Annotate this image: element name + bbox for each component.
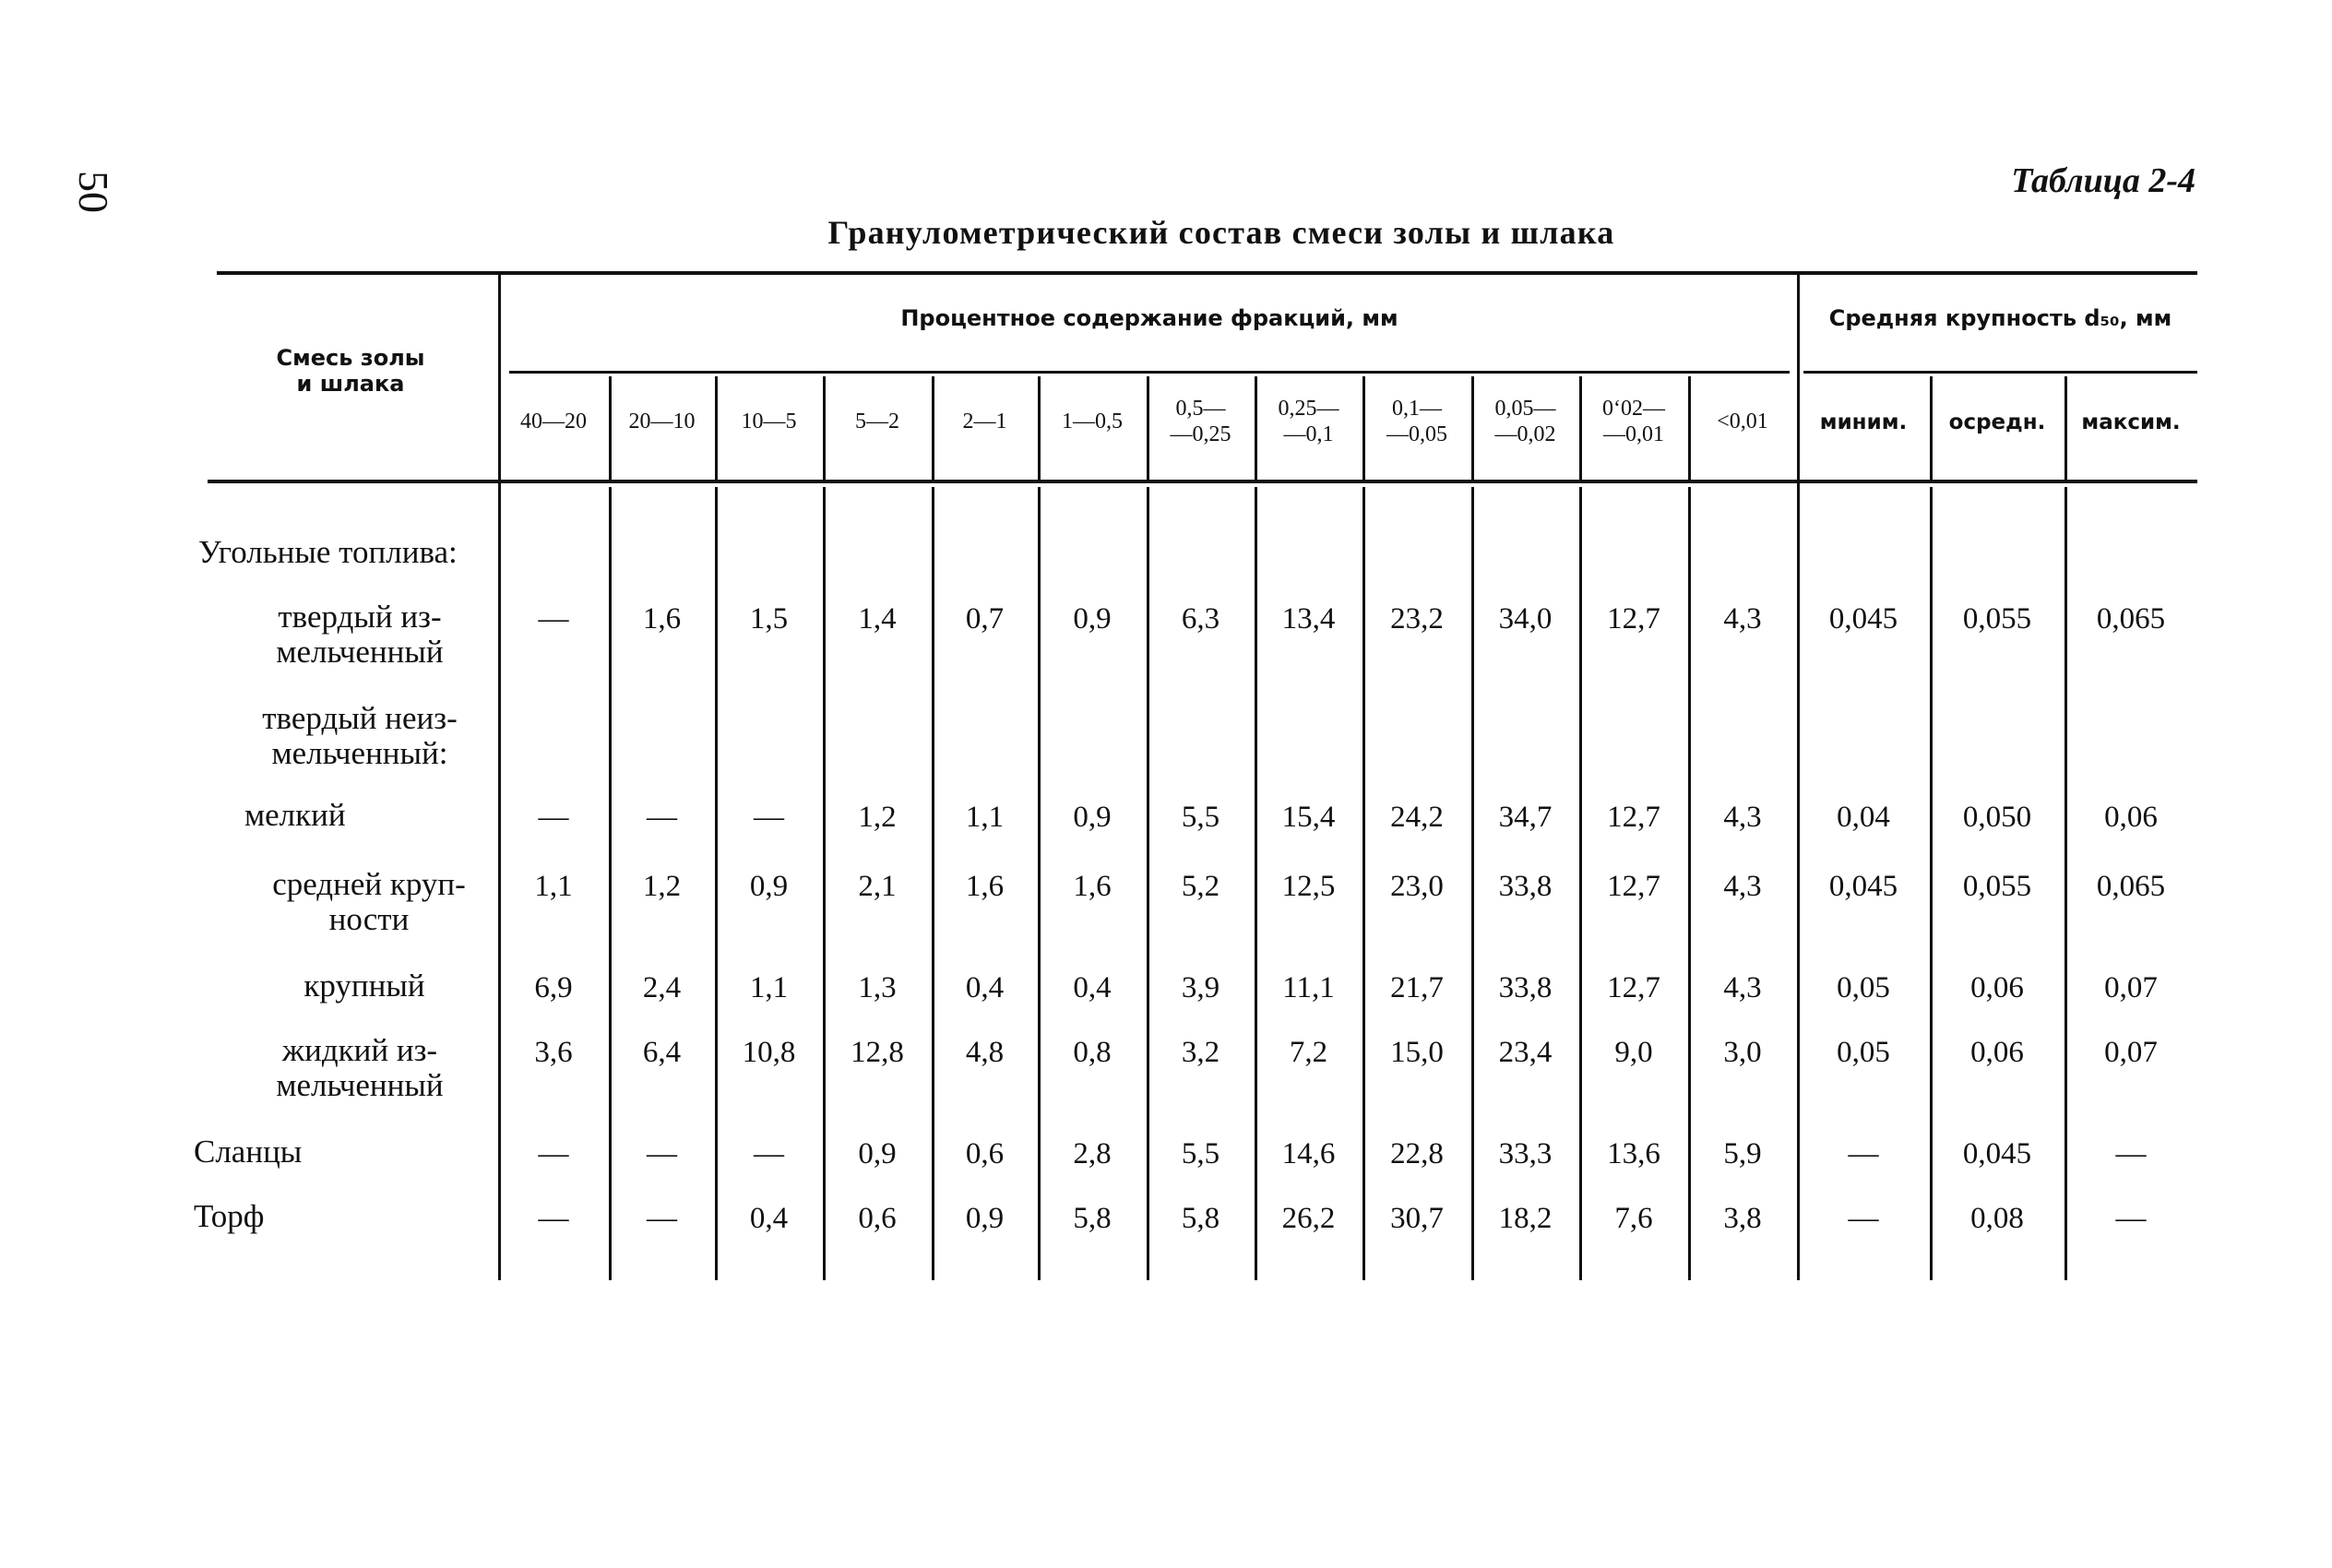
table-cell: 3,2 [1181, 1036, 1220, 1069]
top-rule [217, 271, 2197, 275]
table-cell: 0,065 [2096, 602, 2166, 636]
table-cell: 0,07 [2104, 1036, 2158, 1069]
fraction-column-text [1171, 397, 1231, 447]
fraction-column-line: 40—20 [520, 410, 587, 434]
table-cell: 33,8 [1498, 870, 1553, 903]
fraction-column-line: —0,02 [1494, 422, 1556, 446]
page-number: 50 [70, 171, 117, 213]
table-cell: — [647, 1137, 677, 1170]
row-label [198, 535, 503, 570]
fraction-column-text [963, 410, 1007, 435]
table-cell: — [2115, 1202, 2147, 1235]
table-cell: — [538, 801, 569, 834]
table-cell: 0,8 [1073, 1036, 1112, 1069]
table-cell: 10,8 [742, 1036, 796, 1069]
table-cell: 1,4 [858, 602, 897, 636]
table-cell: 5,5 [1181, 801, 1220, 834]
row-label-line: Торф [194, 1198, 265, 1234]
table-cell: 30,7 [1390, 1202, 1444, 1235]
row-label-line: ности [328, 901, 410, 937]
fraction-column-line: —0,25 [1170, 422, 1231, 446]
table-cell: 12,7 [1607, 602, 1660, 636]
table-cell: 14,6 [1281, 1137, 1336, 1170]
table-cell: — [647, 1202, 677, 1235]
table-cell: 2,1 [858, 870, 897, 903]
table-title: Гранулометрический состав смеси золы и шлака [827, 214, 1615, 251]
table-cell: 0,05 [1837, 1036, 1890, 1069]
table-cell: 1,1 [749, 971, 789, 1004]
table-cell: 23,4 [1498, 1036, 1553, 1069]
table-cell: 3,0 [1723, 1036, 1762, 1069]
fraction-column-text [1386, 397, 1447, 447]
table-cell: — [754, 801, 784, 834]
table-cell: 15,4 [1281, 801, 1336, 834]
table-cell: 22,8 [1390, 1137, 1444, 1170]
table-cell: 0,4 [1073, 971, 1112, 1004]
table-cell: 2,8 [1073, 1137, 1112, 1170]
table-cell: 1,3 [858, 971, 897, 1004]
table-cell: — [2115, 1137, 2147, 1170]
table-cell: 33,3 [1498, 1137, 1553, 1170]
table-cell: 0,045 [1828, 870, 1898, 903]
row-header-line: и шлака [296, 370, 405, 397]
table-cell: 0,050 [1962, 801, 2032, 834]
fraction-column-text [1602, 397, 1665, 447]
row-header-label [235, 346, 466, 397]
fraction-column-line: —0,05 [1386, 422, 1447, 446]
fraction-column-text [1717, 410, 1768, 435]
table-cell: 0,9 [965, 1202, 1005, 1235]
row-label [194, 1199, 378, 1234]
table-cell: 0,7 [965, 602, 1005, 636]
table-cell: 12,7 [1607, 801, 1660, 834]
table-cell: 4,3 [1723, 870, 1762, 903]
table-cell: 0,4 [965, 971, 1005, 1004]
size-column-header: миним. [1819, 410, 1908, 434]
table-cell: — [1848, 1137, 1879, 1170]
table-cell: 0,06 [1970, 971, 2024, 1004]
table-cell: 0,9 [858, 1137, 897, 1170]
table-cell: 0,9 [1073, 602, 1112, 636]
table-cell: 0,9 [1073, 801, 1112, 834]
row-label-line: твердый из- [278, 599, 442, 635]
table-cell: 6,4 [642, 1036, 682, 1069]
fractions-group-header: Процентное содержание фракций, мм [900, 305, 1398, 331]
row-label-line: мельченный [276, 634, 444, 670]
fraction-column-line: 10—5 [741, 410, 797, 434]
size-group-header: Средняя крупность d₅₀, мм [1828, 305, 2172, 331]
row-label-line: твердый неиз- [262, 700, 458, 736]
table-cell: 24,2 [1390, 801, 1444, 834]
row-label-line: крупный [303, 968, 425, 1004]
size-column-header: максим. [2081, 410, 2181, 434]
row-header-line: Смесь золы [276, 345, 425, 371]
group-rule-size [1803, 371, 2197, 374]
fraction-column-header [498, 376, 609, 469]
fraction-column-line: <0,01 [1717, 410, 1768, 434]
table-cell: 0,04 [1837, 801, 1890, 834]
table-cell: 1,6 [642, 602, 682, 636]
table-cell: 0,07 [2104, 971, 2158, 1004]
row-label [244, 798, 466, 833]
table-cell: 0,055 [1962, 870, 2032, 903]
row-label [226, 701, 494, 771]
table-cell: 18,2 [1498, 1202, 1553, 1235]
fraction-column-text [1495, 397, 1556, 447]
fraction-column-text [1279, 397, 1339, 447]
fraction-column-line: 0,1— [1392, 397, 1442, 422]
table-cell: 9,0 [1614, 1036, 1653, 1069]
fraction-column-header [823, 376, 932, 469]
table-cell: 34,0 [1498, 602, 1553, 636]
fraction-column-line: 0,25— [1278, 397, 1339, 422]
table-cell: 3,6 [534, 1036, 573, 1069]
group-rule-fractions [509, 371, 1790, 374]
table-cell: 0,06 [2104, 801, 2158, 834]
table-cell: 0,4 [749, 1202, 789, 1235]
fraction-column-text [742, 410, 797, 435]
fraction-column-text [520, 410, 587, 435]
table-cell: 26,2 [1281, 1202, 1336, 1235]
table-cell: — [1848, 1202, 1879, 1235]
row-label [226, 600, 494, 670]
fraction-column-line: —0,01 [1603, 422, 1664, 446]
table-cell: — [754, 1137, 784, 1170]
table-cell: 23,2 [1390, 602, 1444, 636]
table-cell: 6,9 [534, 971, 573, 1004]
row-label [226, 1033, 494, 1103]
table-cell: 5,2 [1181, 870, 1220, 903]
table-cell: 1,2 [858, 801, 897, 834]
table-cell: 15,0 [1390, 1036, 1444, 1069]
table-cell: 0,05 [1837, 971, 1890, 1004]
table-cell: — [538, 1202, 569, 1235]
table-label: Таблица 2-4 [2011, 161, 2195, 200]
fraction-column-header [1688, 376, 1797, 469]
table-cell: 0,9 [749, 870, 789, 903]
fraction-column-header [932, 376, 1038, 469]
table-cell: 12,5 [1281, 870, 1336, 903]
table-cell: 11,1 [1282, 971, 1335, 1004]
table-cell: 4,3 [1723, 602, 1762, 636]
fraction-column-header [1471, 376, 1579, 469]
row-label [240, 867, 498, 937]
table-cell: 2,4 [642, 971, 682, 1004]
fraction-column-line: 5—2 [855, 410, 899, 434]
table-cell: 12,7 [1607, 870, 1660, 903]
fraction-column-header [609, 376, 715, 469]
table-cell: 23,0 [1390, 870, 1444, 903]
table-cell: 4,8 [965, 1036, 1005, 1069]
table-cell: 5,5 [1181, 1137, 1220, 1170]
row-label [263, 968, 466, 1004]
table-cell: 12,8 [851, 1036, 904, 1069]
table-cell: — [538, 602, 569, 636]
row-label-line: мельченный [276, 1067, 444, 1103]
table-cell: 34,7 [1498, 801, 1553, 834]
fraction-column-header [1038, 376, 1147, 469]
fraction-column-header [715, 376, 823, 469]
fraction-column-line: 1—0,5 [1062, 410, 1123, 434]
table-cell: 0,055 [1962, 602, 2032, 636]
fraction-column-line: 2—1 [962, 410, 1007, 434]
header-bottom-rule [208, 480, 2197, 483]
table-cell: 5,8 [1073, 1202, 1112, 1235]
table-cell: 6,3 [1181, 602, 1220, 636]
table-cell: 13,6 [1607, 1137, 1660, 1170]
table-cell: 1,2 [642, 870, 682, 903]
table-cell: 3,9 [1181, 971, 1220, 1004]
table-cell: 0,6 [858, 1202, 897, 1235]
table-cell: 1,5 [749, 602, 789, 636]
table-cell: 12,7 [1607, 971, 1660, 1004]
row-label-line: средней круп- [272, 866, 466, 902]
table-cell: 7,6 [1614, 1202, 1653, 1235]
table-cell: 0,06 [1970, 1036, 2024, 1069]
table-cell: 7,2 [1289, 1036, 1328, 1069]
table-cell: 13,4 [1281, 602, 1336, 636]
table-cell: 0,045 [1962, 1137, 2032, 1170]
table-cell: 4,3 [1723, 971, 1762, 1004]
table-cell: 4,3 [1723, 801, 1762, 834]
fraction-column-header [1147, 376, 1255, 469]
table-cell: 1,1 [534, 870, 573, 903]
table-cell: 5,9 [1723, 1137, 1762, 1170]
table-cell: 5,8 [1181, 1202, 1220, 1235]
fraction-column-text [855, 410, 899, 435]
fraction-column-line: —0,1 [1283, 422, 1334, 446]
row-label-line: Сланцы [194, 1134, 303, 1170]
fraction-column-text [1062, 410, 1123, 435]
table-cell: 1,6 [965, 870, 1005, 903]
table-cell: 1,1 [965, 801, 1005, 834]
table-cell: 21,7 [1390, 971, 1444, 1004]
fraction-column-line: 0,05— [1494, 397, 1556, 422]
fraction-column-line: 20—10 [628, 410, 696, 434]
fraction-column-line: 0‘02— [1602, 397, 1665, 422]
size-column-header: осредн. [1948, 410, 2046, 434]
table-cell: 33,8 [1498, 971, 1553, 1004]
row-label [194, 1134, 378, 1170]
row-label-line: мельченный: [271, 735, 448, 771]
fraction-column-line: 0,5— [1175, 397, 1226, 422]
table-cell: 3,8 [1723, 1202, 1762, 1235]
table-cell: 0,08 [1970, 1202, 2024, 1235]
fraction-column-header [1255, 376, 1362, 469]
table-cell: 0,065 [2096, 870, 2166, 903]
row-label-line: мелкий [244, 797, 346, 833]
table-cell: 1,6 [1073, 870, 1112, 903]
table-cell: — [647, 801, 677, 834]
fraction-column-header [1579, 376, 1688, 469]
table-cell: 0,6 [965, 1137, 1005, 1170]
row-label-line: жидкий из- [281, 1032, 438, 1068]
fraction-column-text [629, 410, 696, 435]
table-cell: — [538, 1137, 569, 1170]
fraction-column-header [1362, 376, 1471, 469]
table-cell: 0,045 [1828, 602, 1898, 636]
row-label-line: Угольные топлива: [198, 534, 458, 570]
